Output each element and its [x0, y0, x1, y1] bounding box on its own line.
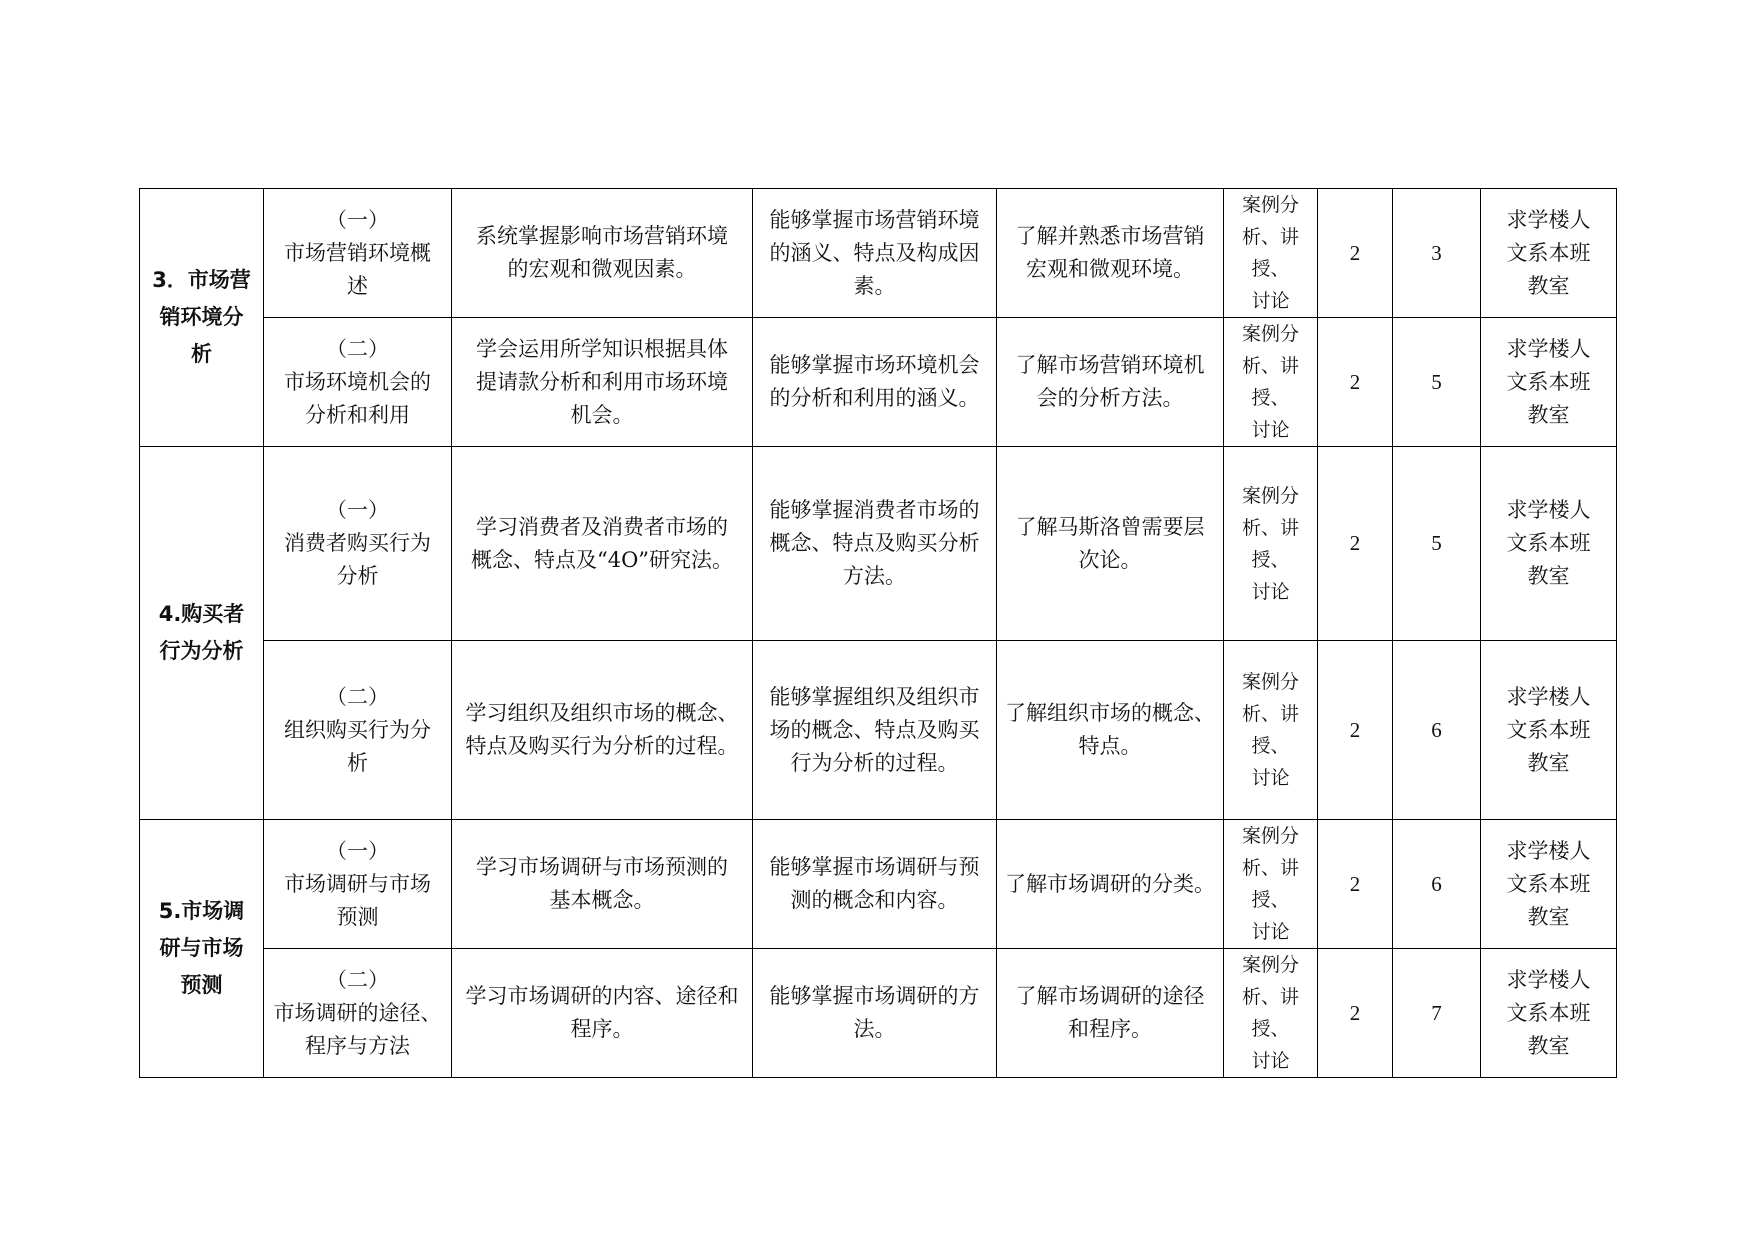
- table-row: [140, 641, 1617, 820]
- ability-requirement-cell-line: 能够掌握市场环境机会: [769, 353, 980, 377]
- teaching-content-cell-line: 学习市场调研的内容、途径和: [465, 984, 739, 1008]
- teaching-method-cell: [1224, 447, 1318, 641]
- location-cell-line: 求学楼人: [1506, 498, 1591, 522]
- location-cell-line: 教室: [1527, 904, 1570, 929]
- teaching-method-cell-line: 案例分: [1241, 484, 1299, 507]
- teaching-method-cell-line: 析、讲授、: [1241, 226, 1299, 280]
- syllabus-table: [139, 188, 1617, 1078]
- section-name-cell: [264, 447, 452, 641]
- week-cell: 6: [1393, 820, 1481, 949]
- section-name-cell: [264, 318, 452, 447]
- teaching-content-cell-line: 系统掌握影响市场营销环境: [476, 224, 728, 248]
- location-cell-line: 求学楼人: [1506, 838, 1591, 863]
- teaching-method-cell: [1224, 189, 1318, 318]
- knowledge-requirement-cell: [997, 820, 1224, 949]
- section-name-cell-line: 分析: [336, 564, 379, 588]
- ability-requirement-cell-line: 能够掌握市场调研与预: [769, 855, 980, 879]
- section-name-cell-line: 市场调研与市场: [284, 871, 431, 896]
- knowledge-requirement-cell-line: 了解马斯洛曾需要层: [1015, 514, 1205, 539]
- class-hours-cell: 2: [1318, 949, 1393, 1078]
- section-name-cell-line: （一）: [326, 838, 389, 863]
- knowledge-requirement-cell-line: 了解并熟悉市场营销: [1015, 224, 1205, 248]
- teaching-content-cell-line: 学习消费者及消费者市场的: [476, 514, 728, 539]
- location-cell-line: 文系本班: [1506, 717, 1591, 742]
- ability-requirement-cell-line: 法。: [853, 1017, 896, 1041]
- class-hours-cell: 2: [1318, 447, 1393, 641]
- teaching-method-cell-line: 讨论: [1251, 767, 1290, 789]
- teaching-content-cell: [452, 641, 753, 820]
- section-name-cell: [264, 820, 452, 949]
- section-name-cell: [264, 189, 452, 318]
- ability-requirement-cell-line: 测的概念和内容。: [790, 888, 959, 912]
- teaching-method-cell-line: 讨论: [1251, 921, 1290, 943]
- teaching-method-cell-line: 析、讲授、: [1241, 516, 1299, 571]
- table-row: [140, 949, 1617, 1078]
- knowledge-requirement-cell-line: 宏观和微观环境。: [1026, 257, 1194, 281]
- knowledge-requirement-cell-line: 次论。: [1078, 547, 1142, 572]
- location-cell-line: 文系本班: [1506, 1000, 1591, 1025]
- table-row: [140, 820, 1617, 949]
- location-cell-line: 教室: [1527, 750, 1570, 775]
- table-row: [140, 318, 1617, 447]
- section-name-cell-line: 预测: [336, 904, 379, 929]
- teaching-content-cell: [452, 447, 753, 641]
- section-name-cell-line: 组织购买行为分: [284, 717, 431, 742]
- chapter-title-cell: [140, 189, 264, 447]
- week-cell: 7: [1393, 949, 1481, 1078]
- ability-requirement-cell-line: 概念、特点及购买分析: [769, 531, 980, 555]
- teaching-content-cell-line: 提请款分析和利用市场环境: [476, 369, 728, 394]
- location-cell-line: 文系本班: [1506, 240, 1591, 265]
- ability-requirement-cell: [753, 318, 997, 447]
- teaching-content-cell-line: 机会。: [570, 402, 634, 427]
- location-cell-line: 文系本班: [1506, 369, 1591, 394]
- knowledge-requirement-cell-line: 了解市场调研的途径: [1015, 984, 1205, 1008]
- teaching-method-cell-line: 讨论: [1251, 580, 1290, 603]
- teaching-content-cell: [452, 189, 753, 318]
- teaching-content-cell: [452, 820, 753, 949]
- teaching-content-cell-line: 的宏观和微观因素。: [507, 257, 697, 281]
- section-name-cell: [264, 949, 452, 1078]
- location-cell-line: 求学楼人: [1506, 207, 1591, 232]
- teaching-content-cell-line: 学习市场调研与市场预测的: [476, 855, 728, 879]
- teaching-method-cell: [1224, 641, 1318, 820]
- location-cell-line: 教室: [1527, 564, 1570, 588]
- location-cell-line: 教室: [1527, 402, 1570, 427]
- teaching-content-cell: [452, 318, 753, 447]
- location-cell-line: 求学楼人: [1506, 684, 1591, 709]
- ability-requirement-cell: [753, 447, 997, 641]
- section-name-cell-line: 市场调研的途径、: [273, 1000, 442, 1025]
- section-name-cell-line: 析: [347, 750, 368, 775]
- chapter-title-cell-line: 3．市场营: [152, 268, 251, 292]
- ability-requirement-cell-line: 能够掌握组织及组织市: [769, 684, 980, 709]
- knowledge-requirement-cell-line: 和程序。: [1068, 1017, 1152, 1041]
- knowledge-requirement-cell: [997, 641, 1224, 820]
- location-cell-line: 文系本班: [1506, 531, 1591, 555]
- knowledge-requirement-cell: [997, 447, 1224, 641]
- ability-requirement-cell-line: 能够掌握消费者市场的: [769, 498, 980, 522]
- teaching-content-cell-line: 基本概念。: [549, 888, 655, 912]
- knowledge-requirement-cell-line: 了解市场营销环境机: [1015, 353, 1205, 377]
- location-cell: [1481, 318, 1617, 447]
- knowledge-requirement-cell-line: 特点。: [1078, 734, 1142, 758]
- location-cell: [1481, 189, 1617, 318]
- chapter-title-cell-line: 4.购买者: [158, 602, 245, 626]
- section-name-cell-line: 述: [347, 273, 368, 298]
- ability-requirement-cell: [753, 189, 997, 318]
- knowledge-requirement-cell: [997, 318, 1224, 447]
- ability-requirement-cell-line: 能够掌握市场营销环境: [769, 207, 980, 232]
- section-name-cell: [264, 641, 452, 820]
- chapter-title-cell-line: 销环境分: [159, 305, 244, 329]
- teaching-method-cell-line: 析、讲授、: [1241, 857, 1299, 911]
- teaching-method-cell-line: 析、讲授、: [1241, 703, 1299, 757]
- teaching-method-cell-line: 案例分: [1241, 825, 1299, 847]
- ability-requirement-cell: [753, 820, 997, 949]
- section-name-cell-line: 市场营销环境概: [284, 240, 431, 265]
- chapter-title-cell: [140, 820, 264, 1078]
- chapter-title-cell-line: 行为分析: [159, 639, 244, 663]
- teaching-method-cell-line: 案例分: [1241, 671, 1299, 693]
- teaching-content-cell-line: 学习组织及组织市场的概念、: [465, 701, 739, 725]
- chapter-title-cell-line: 5.市场调: [158, 899, 245, 923]
- teaching-method-cell-line: 析、讲授、: [1241, 355, 1299, 409]
- teaching-method-cell: [1224, 949, 1318, 1078]
- section-name-cell-line: 分析和利用: [305, 402, 410, 427]
- class-hours-cell: 2: [1318, 641, 1393, 820]
- knowledge-requirement-cell-line: 了解市场调研的分类。: [1005, 871, 1215, 896]
- class-hours-cell: 2: [1318, 318, 1393, 447]
- ability-requirement-cell-line: 素。: [853, 273, 896, 298]
- section-name-cell-line: 市场环境机会的: [284, 369, 431, 394]
- chapter-title-cell-line: 研与市场: [159, 936, 244, 960]
- week-cell: 5: [1393, 447, 1481, 641]
- teaching-content-cell-line: 程序。: [570, 1017, 634, 1041]
- ability-requirement-cell-line: 方法。: [843, 564, 906, 588]
- section-name-cell-line: （二）: [326, 684, 389, 709]
- chapter-title-cell-line: 析: [191, 342, 212, 366]
- chapter-title-cell-line: 预测: [180, 973, 223, 997]
- knowledge-requirement-cell: [997, 949, 1224, 1078]
- location-cell: [1481, 447, 1617, 641]
- knowledge-requirement-cell-line: 会的分析方法。: [1036, 386, 1184, 410]
- teaching-method-cell: [1224, 318, 1318, 447]
- ability-requirement-cell-line: 行为分析的过程。: [790, 750, 959, 775]
- section-name-cell-line: （一）: [326, 207, 389, 232]
- teaching-method-cell-line: 讨论: [1251, 290, 1290, 312]
- location-cell: [1481, 820, 1617, 949]
- ability-requirement-cell: [753, 949, 997, 1078]
- teaching-content-cell: [452, 949, 753, 1078]
- ability-requirement-cell: [753, 641, 997, 820]
- chapter-title-cell: [140, 447, 264, 820]
- location-cell-line: 求学楼人: [1506, 336, 1591, 361]
- table-row: [140, 189, 1617, 318]
- section-name-cell-line: （二）: [326, 336, 389, 361]
- teaching-method-cell-line: 讨论: [1251, 1050, 1290, 1072]
- section-name-cell-line: （一）: [326, 498, 389, 522]
- ability-requirement-cell-line: 场的概念、特点及购买: [769, 717, 980, 742]
- section-name-cell-line: 程序与方法: [305, 1033, 410, 1058]
- location-cell: [1481, 641, 1617, 820]
- section-name-cell-line: （二）: [326, 967, 389, 992]
- section-name-cell-line: 消费者购买行为: [284, 531, 431, 555]
- week-cell: 3: [1393, 189, 1481, 318]
- class-hours-cell: 2: [1318, 189, 1393, 318]
- teaching-method-cell-line: 案例分: [1241, 194, 1299, 216]
- class-hours-cell: 2: [1318, 820, 1393, 949]
- teaching-method-cell-line: 案例分: [1241, 954, 1299, 976]
- ability-requirement-cell-line: 能够掌握市场调研的方: [769, 984, 980, 1008]
- week-cell: 6: [1393, 641, 1481, 820]
- teaching-method-cell-line: 案例分: [1241, 323, 1299, 345]
- week-cell: 5: [1393, 318, 1481, 447]
- location-cell: [1481, 949, 1617, 1078]
- teaching-method-cell-line: 讨论: [1251, 419, 1290, 441]
- teaching-content-cell-line: 特点及购买行为分析的过程。: [465, 734, 739, 758]
- ability-requirement-cell-line: 的分析和利用的涵义。: [769, 386, 980, 410]
- teaching-method-cell: [1224, 820, 1318, 949]
- location-cell-line: 教室: [1527, 273, 1570, 298]
- ability-requirement-cell-line: 的涵义、特点及构成因: [769, 240, 980, 265]
- teaching-content-cell-line: 概念、特点及“4O”研究法。: [470, 547, 734, 572]
- knowledge-requirement-cell: [997, 189, 1224, 318]
- table-row: [140, 447, 1617, 641]
- location-cell-line: 教室: [1527, 1033, 1570, 1058]
- knowledge-requirement-cell-line: 了解组织市场的概念、: [1005, 701, 1215, 725]
- location-cell-line: 求学楼人: [1506, 967, 1591, 992]
- teaching-method-cell-line: 析、讲授、: [1241, 986, 1299, 1040]
- location-cell-line: 文系本班: [1506, 871, 1591, 896]
- teaching-content-cell-line: 学会运用所学知识根据具体: [476, 336, 728, 361]
